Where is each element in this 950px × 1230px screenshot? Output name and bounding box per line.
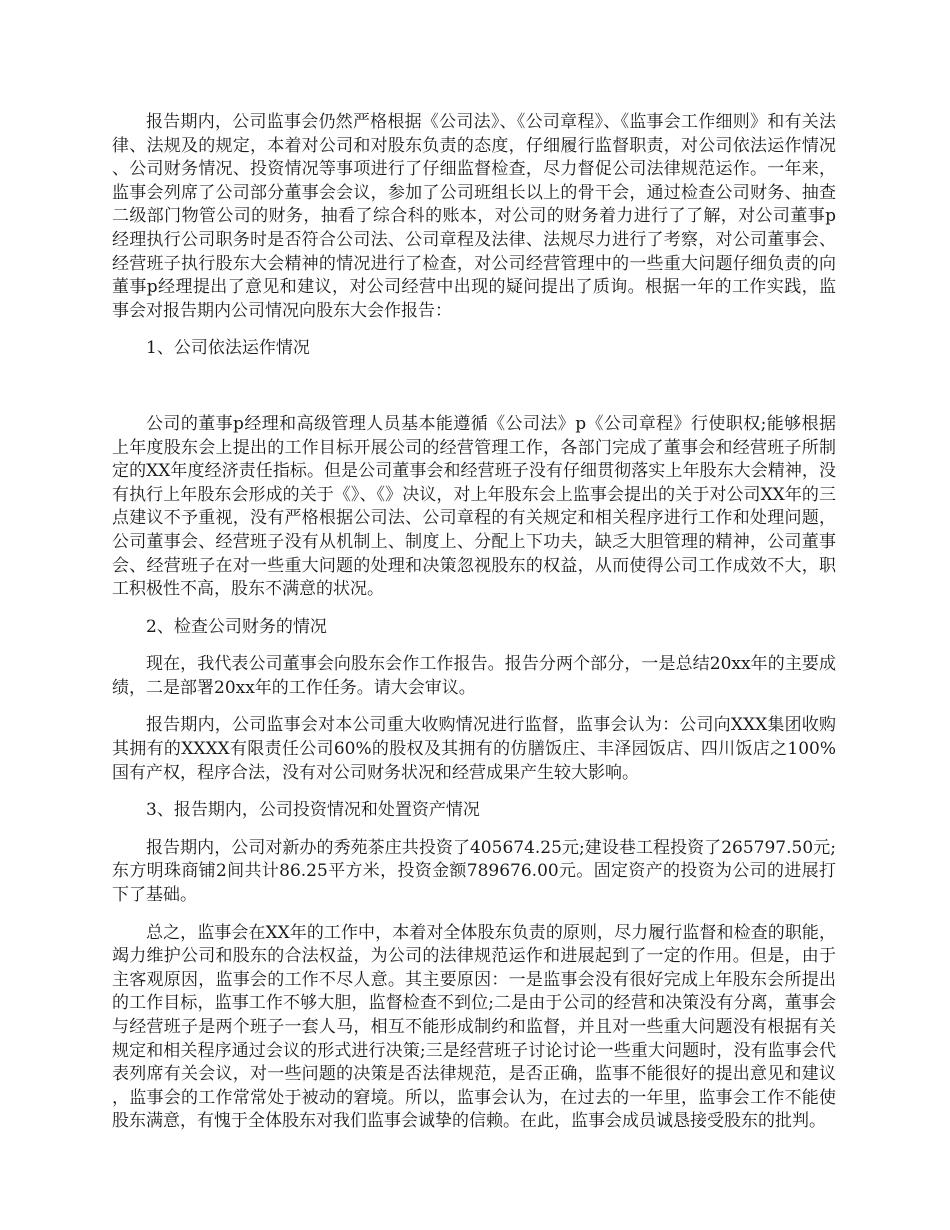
document-body — [112, 111, 836, 1134]
section-heading-1: 1、公司依法运作情况 — [146, 338, 310, 359]
section-heading-3: 3、报告期内，公司投资情况和处置资产情况 — [146, 800, 480, 821]
intro-paragraph: 报告期内，公司监事会仍然严格根据《公司法》、《公司章程》、《监事会工作细则》和有关法律、法规及的规定，本着对公司和对股东负责的态度，仔细履行监督职责，对公司依法运作情况、公司财务情况、投资情况等事项进行了仔细监督检查，尽力督促公司法律规范运作。一年来，监事会列席了公司部分董事会会议，参加了公司班组长以上的骨干会，通过检查公司财务、抽查二级部门物管公司的财务，抽看了综合科的账本，对公司的财务着力进行了了解，对公司董事p经理执行公司职务时是否符合公司法、公司章程及法律、法规尽力进行了考察，对公司董事会、经营班子执行股东大会精神的情况进行了检查，对公司经营管理中的一些重大问题仔细负责的向董事p经理提出了意见和建议，对公司经营中出现的疑问提出了质询。根据一年的工作实践，监事会对报告期内公司情况向股东大会作报告： — [112, 112, 836, 321]
section-2-paragraph-1: 现在，我代表公司董事会向股东会作工作报告。报告分两个部分，一是总结20xx年的主要成绩，二是部署20xx年的工作任务。请大会审议。 — [112, 654, 836, 698]
section-heading-2: 2、检查公司财务的情况 — [146, 616, 327, 637]
section-2-paragraph-2: 报告期内，公司监事会对本公司重大收购情况进行监督，监事会认为：公司向XXX集团收购其拥有的XXXX有限责任公司60%的股权及其拥有的仿膳饭庄、丰泽园饭店、四川饭店之100%国有产权，程序合法，没有对公司财务状况和经营成果产生较大影响。 — [112, 715, 836, 783]
blank-spacer — [112, 361, 836, 413]
section-1-paragraph: 公司的董事p经理和高级管理人员基本能遵循《公司法》p《公司章程》行使职权;能够根据上年度股东会上提出的工作目标开展公司的经营管理工作，各部门完成了董事会和经营班子所制定的XX年度经济责任指标。但是公司董事会和经营班子没有仔细贯彻落实上年股东大会精神，没有执行上年股东会形成的关于《》、《》决议，对上年股东会上监事会提出的关于对公司XX年的三点建议不予重视，没有严格根据公司法、公司章程的有关规定和相关程序进行工作和处理问题，公司董事会、经营班子没有从机制上、制度上、分配上下功夫，缺乏大胆管理的精神，公司董事会、经营班子在对一些重大问题的处理和决策忽视股东的权益，从而使得公司工作成效不大，职工积极性不高，股东不满意的状况。 — [112, 413, 836, 600]
summary-paragraph: 总之，监事会在XX年的工作中，本着对全体股东负责的原则，尽力履行监督和检查的职能，竭力维护公司和股东的合法权益，为公司的法律规范运作和进展起到了一定的作用。但是，由于主客观原因，监事会的工作不尽人意。其主要原因：一是监事会没有很好完成上年股东会所提出的工作目标，监事工作不够大胆，监督检查不到位;二是由于公司的经营和决策没有分离，董事会与经营班子是两个班子一套人马，相互不能形成制约和监督，并且对一些重大问题没有根据有关规定和相关程序通过会议的形式进行决策;三是经营班子讨论讨论一些重大问题时，没有监事会代表列席有关会议，对一些问题的决策是否法律规范，是否正确，监事不能很好的提出意见和建议，监事会的工作常常处于被动的窘境。所以，监事会认为，在过去的一年里，监事会工作不能使股东满意，有愧于全体股东对我们监事会诚挚的信赖。在此，监事会成员诚恳接受股东的批判。 — [112, 922, 836, 1132]
section-3-paragraph: 报告期内，公司对新办的秀苑茶庄共投资了405674.25元;建设巷工程投资了265797.50元;东方明珠商铺2间共计86.25平方米，投资金额789676.00元。固定资产的投资为公司的进展打下了基础。 — [112, 837, 836, 906]
